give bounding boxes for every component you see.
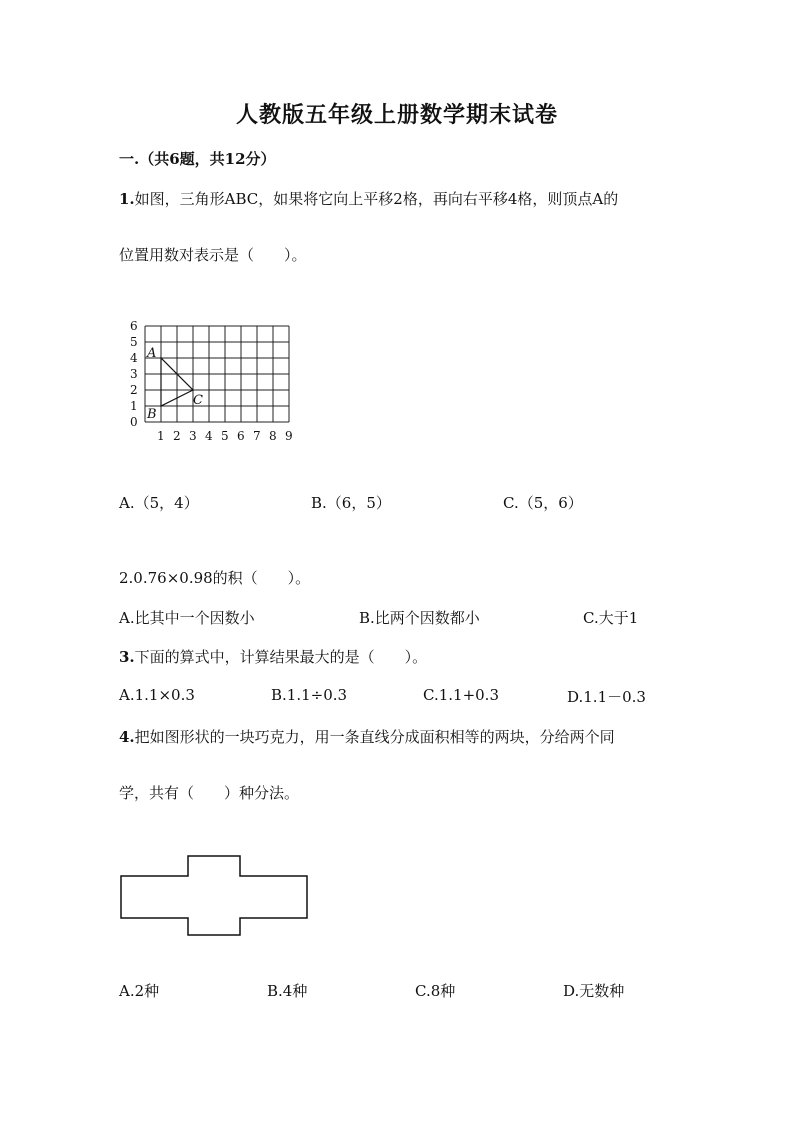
y-tick-label: 5 <box>130 335 138 349</box>
grid-lines <box>145 326 289 422</box>
x-tick-label: 3 <box>189 429 197 443</box>
chocolate-cross-shape <box>115 850 315 942</box>
question-3-stem: 下面的算式中，计算结果最大的是（ ）。 <box>134 648 428 666</box>
question-4-line-2: 学，共有（ ）种分法。 <box>119 784 300 802</box>
section-heading: 一.（共6题，共12分） <box>119 150 276 168</box>
point-c-label: C <box>193 393 203 408</box>
x-tick-label: 6 <box>237 429 245 443</box>
question-3-option-b: B.1.1÷0.3 <box>271 686 348 704</box>
question-1-option-c: C.（5，6） <box>503 494 583 512</box>
question-4-text-1: 把如图形状的一块巧克力，用一条直线分成面积相等的两块，分给两个同 <box>134 728 615 746</box>
x-tick-label: 7 <box>253 429 261 443</box>
question-4-option-a: A.2种 <box>119 982 160 1000</box>
question-1-line-1 <box>119 188 618 209</box>
y-tick-label: 0 <box>130 415 138 429</box>
question-4-line-1 <box>119 726 615 747</box>
point-a-label: A <box>147 346 157 361</box>
question-1-option-a: A.（5，4） <box>119 494 199 512</box>
question-1-option-b: B.（6，5） <box>311 494 391 512</box>
question-4-option-b: B.4种 <box>267 982 308 1000</box>
x-tick-label: 4 <box>205 429 213 443</box>
question-4-option-d: D.无数种 <box>563 982 625 1000</box>
y-tick-label: 4 <box>130 351 138 365</box>
coordinate-grid-figure <box>125 318 305 448</box>
question-3-option-c: C.1.1+0.3 <box>423 686 499 704</box>
x-tick-label: 8 <box>269 429 277 443</box>
x-tick-label: 9 <box>285 429 293 443</box>
x-tick-label: 5 <box>221 429 229 443</box>
y-tick-label: 6 <box>130 319 138 333</box>
y-tick-label: 3 <box>130 367 138 381</box>
question-3-option-d: D.1.1－0.3 <box>567 688 646 706</box>
question-1-number: 1. <box>119 190 135 208</box>
question-4-option-c: C.8种 <box>415 982 456 1000</box>
cross-shape-outline <box>121 856 307 935</box>
question-2-option-c: C.大于1 <box>583 609 639 627</box>
question-3-option-a: A.1.1×0.3 <box>119 686 195 704</box>
y-tick-label: 1 <box>130 399 138 413</box>
y-tick-label: 2 <box>130 383 138 397</box>
question-1-text-1: 如图，三角形ABC，如果将它向上平移2格，再向右平移4格，则顶点A的 <box>134 190 619 208</box>
question-2-option-a: A.比其中一个因数小 <box>119 609 255 627</box>
point-b-label: B <box>147 407 157 422</box>
question-2-option-b: B.比两个因数都小 <box>359 609 480 627</box>
x-tick-label: 2 <box>173 429 181 443</box>
question-3-line <box>119 646 427 667</box>
x-tick-label: 1 <box>157 429 165 443</box>
question-4-number: 4. <box>119 728 135 746</box>
question-2-stem: 2.0.76×0.98的积（ ）。 <box>119 569 311 587</box>
question-1-line-2: 位置用数对表示是（ ）。 <box>119 246 307 264</box>
question-3-number: 3. <box>119 648 135 666</box>
page-title: 人教版五年级上册数学期末试卷 <box>235 102 558 128</box>
